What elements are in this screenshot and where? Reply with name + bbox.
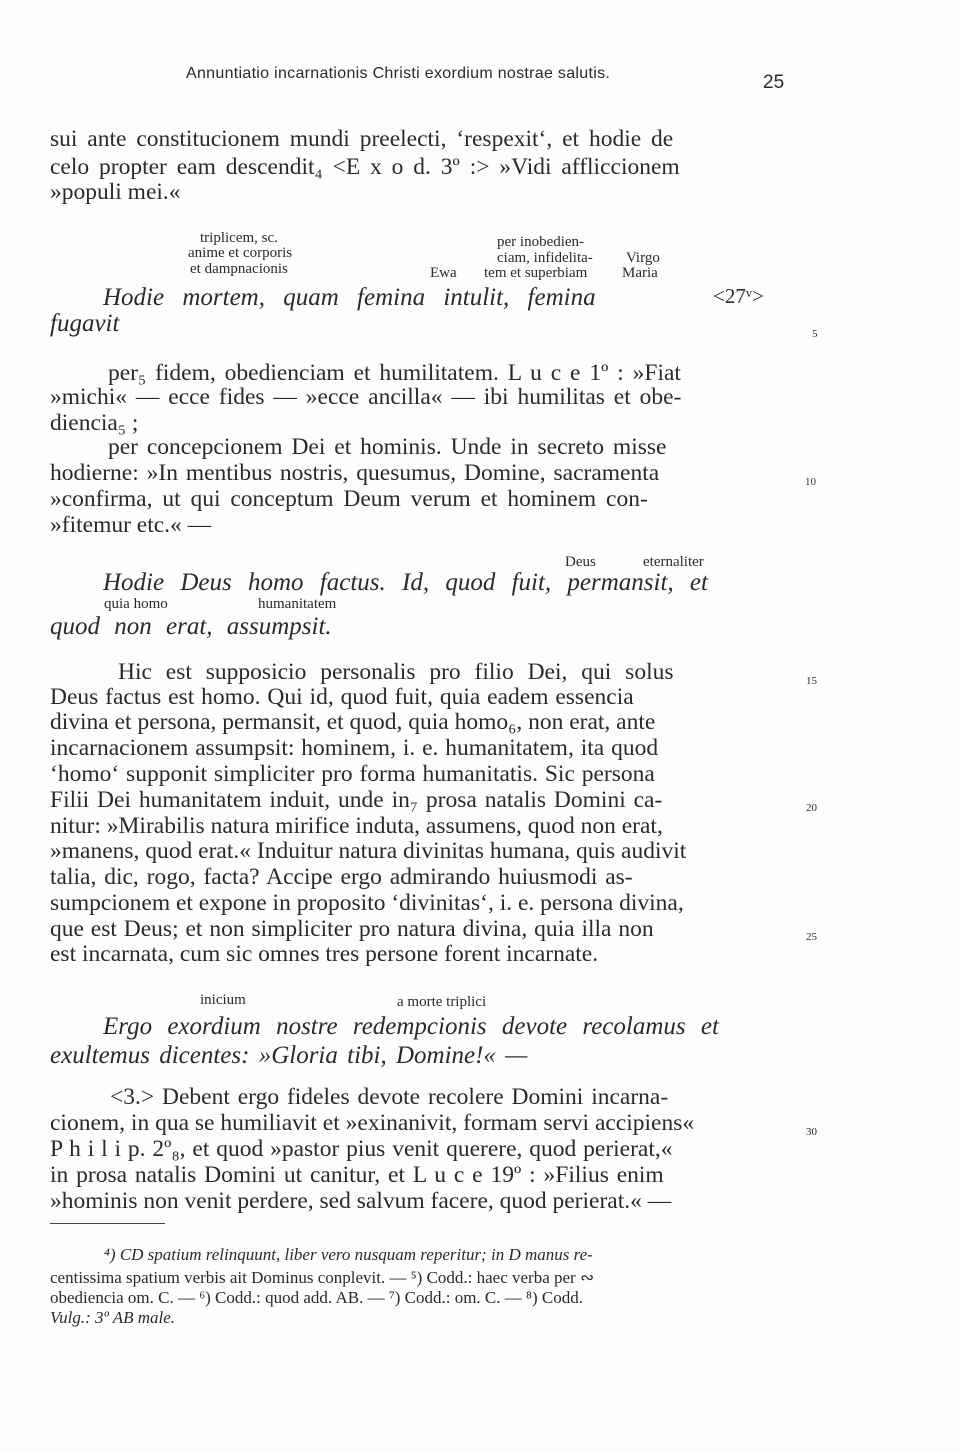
line-number: 15 bbox=[806, 675, 817, 687]
line-number: 30 bbox=[806, 1126, 817, 1138]
interlinear-gloss: Deus bbox=[565, 554, 596, 570]
text-line: »michi« — ecce fides — »ecce ancilla« — ibi humilitas et obe- bbox=[50, 384, 682, 410]
interlinear-gloss: quia homo bbox=[104, 596, 168, 612]
text-line: que est Deus; et non simpliciter pro natura divina, quia illa non bbox=[50, 916, 654, 942]
interlinear-gloss: Ewa bbox=[430, 265, 457, 281]
text-line: »hominis non venit perdere, sed salvum facere, quod perierat.« — bbox=[50, 1188, 672, 1214]
text-line: diencia₅ ; bbox=[50, 410, 139, 436]
text-line: <3.> Debent ergo fideles devote recolere Domini incarna- bbox=[110, 1084, 669, 1110]
text-line: est incarnata, cum sic omnes tres persone forent incarnate. bbox=[50, 941, 599, 967]
line-number: 20 bbox=[806, 802, 817, 814]
interlinear-gloss: anime et corporis bbox=[188, 245, 293, 261]
text-line: Filii Dei humanitatem induit, unde in₇ prosa natalis Domini ca- bbox=[50, 787, 663, 813]
text-line: celo propter eam descendit₄ <E x o d. 3º :> »Vidi affliccionem bbox=[50, 154, 680, 180]
verse-line: Hodie Deus homo factus. Id, quod fuit, permansit, et bbox=[103, 569, 708, 596]
footnote-line: centissima spatium verbis ait Dominus conplevit. — ⁵) Codd.: haec verba per ∾ bbox=[50, 1268, 595, 1287]
text-line: »confirma, ut qui conceptum Deum verum et hominem con- bbox=[50, 486, 648, 512]
text-line: cionem, in qua se humiliavit et »exinanivit, formam servi accipiens« bbox=[50, 1110, 695, 1136]
footnote-line: ⁴) CD spatium relinquunt, liber vero nusquam reperitur; in D manus re- bbox=[104, 1245, 593, 1264]
folio-marker: <27ᵛ> bbox=[713, 284, 764, 308]
text-line: sui ante constitucionem mundi preelecti, ‘respexit‘, et hodie de bbox=[50, 126, 674, 152]
text-line: »fitemur etc.« — bbox=[50, 512, 212, 538]
text-line: per₅ fidem, obedienciam et humilitatem. L u c e 1º : »Fiat bbox=[108, 360, 681, 386]
interlinear-gloss: eternaliter bbox=[643, 554, 704, 570]
footnote-line: obediencia om. C. — ⁶) Codd.: quod add. AB. — ⁷) Codd.: om. C. — ⁸) Codd. bbox=[50, 1288, 583, 1307]
text-line: per concepcionem Dei et hominis. Unde in secreto misse bbox=[108, 434, 667, 460]
text-line: divina et persona, permansit, et quod, quia homo₆, non erat, ante bbox=[50, 709, 656, 735]
page-number: 25 bbox=[763, 72, 785, 93]
text-line: hodierne: »In mentibus nostris, quesumus, Domine, sacramenta bbox=[50, 460, 660, 486]
text-line: sumpcionem et expone in proposito ‘divinitas‘, i. e. persona divina, bbox=[50, 890, 684, 916]
interlinear-gloss: Maria bbox=[622, 265, 658, 281]
text-line: nitur: »Mirabilis natura mirifice induta, assumens, quod non erat, bbox=[50, 813, 663, 839]
verse-line: exultemus dicentes: »Gloria tibi, Domine!« — bbox=[50, 1042, 528, 1069]
verse-line: Hodie mortem, quam femina intulit, femina bbox=[103, 284, 596, 311]
text-line: »populi mei.« bbox=[50, 179, 181, 205]
interlinear-gloss: a morte triplici bbox=[397, 994, 487, 1010]
verse-line: Ergo exordium nostre redempcionis devote recolamus et bbox=[103, 1013, 719, 1040]
text-line: talia, dic, rogo, facta? Accipe ergo admirando huiusmodi as- bbox=[50, 864, 633, 890]
interlinear-gloss: et dampnacionis bbox=[190, 261, 288, 277]
text-line: ‘homo‘ supponit simpliciter pro forma humanitatis. Sic persona bbox=[50, 761, 655, 787]
text-line: incarnacionem assumpsit: hominem, i. e. humanitatem, ita quod bbox=[50, 735, 659, 761]
line-number: 5 bbox=[812, 328, 818, 340]
interlinear-gloss: tem et superbiam bbox=[484, 265, 588, 281]
text-line: Deus factus est homo. Qui id, quod fuit, quia eadem essencia bbox=[50, 684, 634, 710]
line-number: 25 bbox=[806, 931, 817, 943]
line-number: 10 bbox=[805, 476, 816, 488]
text-line: in prosa natalis Domini ut canitur, et L u c e 19º : »Filius enim bbox=[50, 1162, 664, 1188]
text-line: »manens, quod erat.« Induitur natura divinitas humana, quis audivit bbox=[50, 838, 687, 864]
running-title: Annuntiatio incarnationis Christi exordium nostrae salutis. bbox=[186, 65, 611, 82]
footnote-rule bbox=[50, 1223, 165, 1224]
interlinear-gloss: Virgo bbox=[626, 250, 660, 266]
interlinear-gloss: triplicem, sc. bbox=[200, 230, 278, 246]
text-line: Hic est supposicio personalis pro filio Dei, qui solus bbox=[118, 659, 674, 685]
interlinear-gloss: humanitatem bbox=[258, 596, 337, 612]
interlinear-gloss: inicium bbox=[200, 992, 246, 1008]
verse-line: quod non erat, assumpsit. bbox=[50, 613, 332, 640]
footnote-line: Vulg.: 3º AB male. bbox=[50, 1308, 176, 1327]
interlinear-gloss: per inobedien- bbox=[497, 234, 585, 250]
text-line: P h i l i p. 2º₈, et quod »pastor pius venit querere, quod perierat,« bbox=[50, 1136, 673, 1162]
verse-line: fugavit bbox=[50, 310, 120, 337]
interlinear-gloss: ciam, infidelita- bbox=[497, 250, 593, 266]
